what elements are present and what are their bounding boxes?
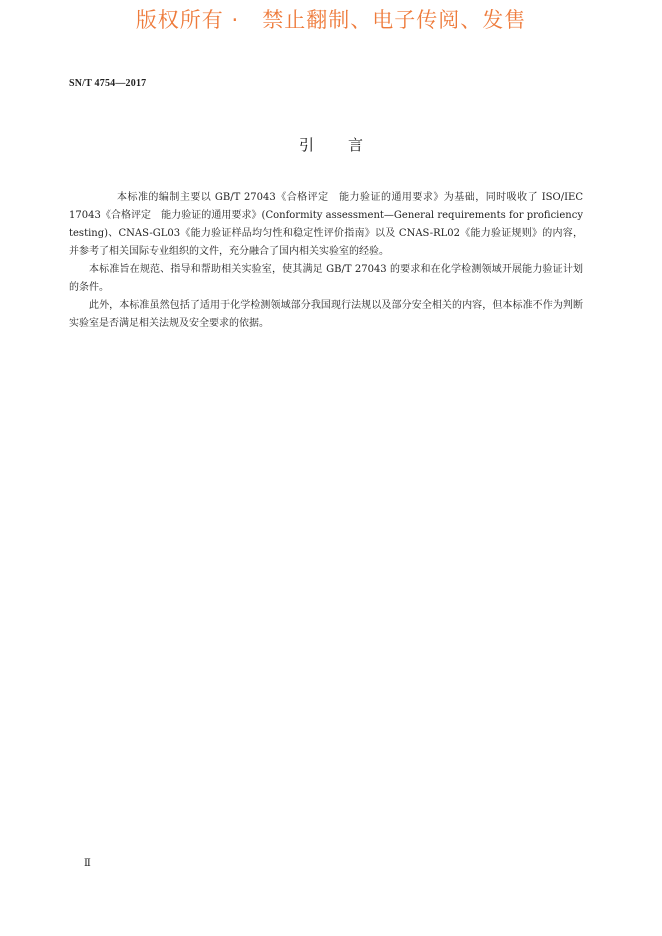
paragraph: 此外，本标准虽然包括了适用于化学检测领域部分我国现行法规以及部分安全相关的内容，但本标准不作为判断实验室是否满足相关法规及安全要求的依据。: [69, 300, 583, 329]
paragraph: 本标准的编制主要以 GB/T 27043《合格评定 能力验证的通用要求》为基础，同时吸收了 ISO/IEC 17043《合格评定 能力验证的通用要求》(Conformity assessment—General requirements for proficiency testing)、CNAS-GL03《能力验证样品均匀性和稳定性评价指南》以及 CNAS-RL02《能力验证规则》的内容，并参考了相关国际专业组织的文件，充分融合了国内相关实验室的经验。: [69, 192, 583, 257]
section-body: [69, 189, 583, 333]
watermark-banner: 版权所有 · 禁止翻制、电子传阅、发售: [135, 8, 527, 32]
paragraph: 本标准旨在规范、指导和帮助相关实验室，使其满足 GB/T 27043 的要求和在化学检测领域开展能力验证计划的条件。: [69, 264, 583, 293]
section-title: 引言: [298, 136, 397, 154]
page-number: Ⅱ: [84, 858, 91, 869]
standard-number: SN/T 4754—2017: [69, 78, 147, 89]
